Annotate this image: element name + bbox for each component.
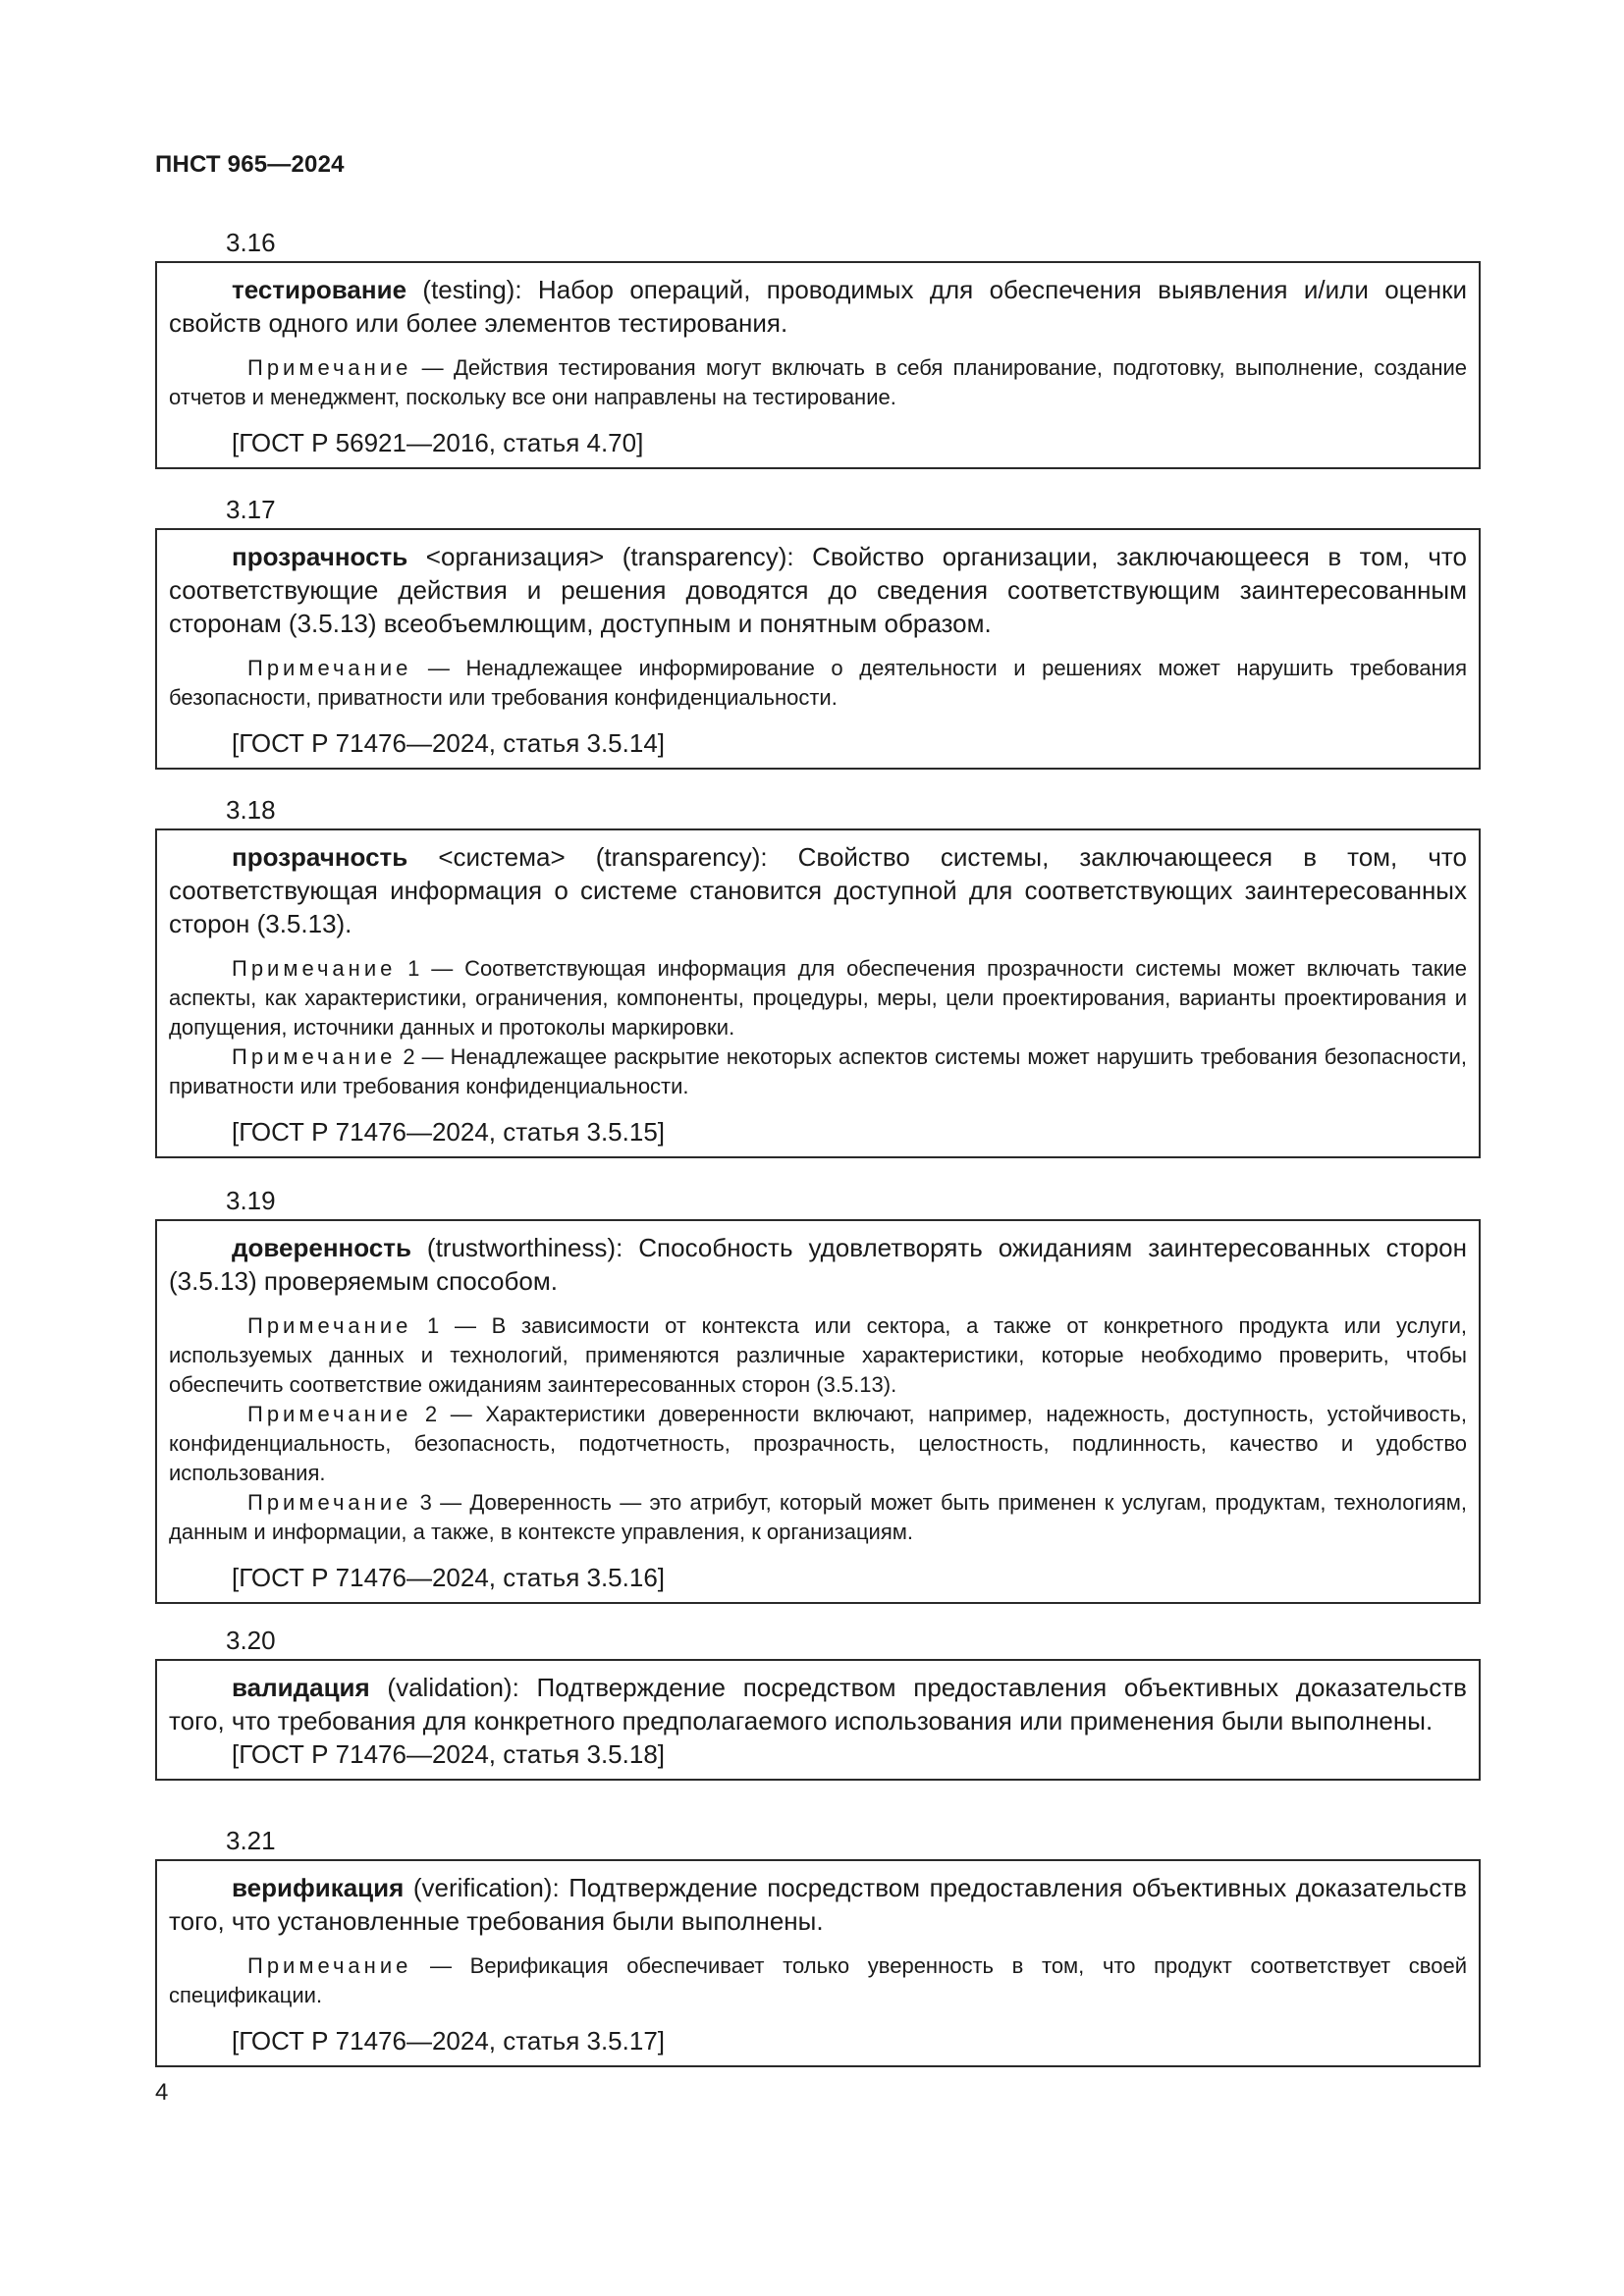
term-entry-3-18 [155,793,1481,1158]
page-number: 4 [155,2079,169,2106]
note-label: Примечание [232,956,397,981]
term-title: валидация [232,1673,370,1702]
term-note [169,654,1467,713]
term-entry-3-17 [155,493,1481,770]
note-text: 1 — Соответствующая информация для обеспечения прозрачности системы может включать такие аспекты, как характеристики, ограничения, компоненты, процедуры, меры, цели проектирования, варианты проектирования и допущения, источники данных и протоколы маркировки. [169,956,1467,1040]
term-source: [ГОСТ Р 71476—2024, статья 3.5.16] [232,1563,666,1592]
term-source: [ГОСТ Р 71476—2024, статья 3.5.15] [232,1117,666,1147]
note-label: Примечание [247,1490,412,1515]
note-label: Примечание [247,656,412,680]
note-text: — Верификация обеспечивает только уверенность в том, что продукт соответствует своей спецификации. [169,1953,1467,2007]
note-label: Примечание [247,1402,412,1426]
term-title: прозрачность [232,842,408,872]
term-note [169,1488,1467,1547]
note-text: 2 — Ненадлежащее раскрытие некоторых аспектов системы может нарушить требования безопасности, приватности или требования конфиденциальности. [169,1044,1467,1098]
notes-group [169,1311,1467,1547]
note-text: — Действия тестирования могут включать в себя планирование, подготовку, выполнение, создание отчетов и менеджмент, поскольку все они направлены на тестирование. [169,355,1467,409]
definition-text: (validation): Подтверждение посредством предоставления объективных доказательств того, что требования для конкретного предполагаемого использования или применения были выполнены. [169,1673,1467,1735]
term-note [169,1042,1467,1101]
notes-group [169,954,1467,1101]
definition-text: (verification): Подтверждение посредством предоставления объективных доказательств того, что установленные требования были выполнены. [169,1873,1467,1936]
term-definition [169,1871,1467,1938]
term-definition [169,273,1467,340]
note-label: Примечание [247,1953,412,1978]
term-note [169,1951,1467,2010]
term-title: верификация [232,1873,405,1902]
term-entry-3-16 [155,226,1481,469]
note-label: Примечание [247,355,412,380]
term-title: тестирование [232,275,407,304]
term-number: 3.17 [226,495,276,524]
term-box [155,1219,1481,1604]
term-entry-3-20 [155,1624,1481,1781]
term-number: 3.21 [226,1826,276,1855]
term-number: 3.20 [226,1626,276,1655]
term-definition [169,540,1467,640]
term-note [169,353,1467,412]
term-source: [ГОСТ Р 71476—2024, статья 3.5.18] [232,1739,666,1769]
term-box [155,1859,1481,2067]
definition-text: (trustworthiness): Способность удовлетворять ожиданиям заинтересованных сторон (3.5.13) проверяемым способом. [169,1233,1467,1296]
term-entry-3-21 [155,1824,1481,2067]
term-number: 3.18 [226,795,276,825]
note-text: 1 — В зависимости от контекста или сектора, а также от конкретного продукта или услуги, используемых данных и технологий, применяются различные характеристики, которые необходимо проверить, чтобы обеспечить соответствие ожиданиям заинтересованных сторон (3.5.13). [169,1313,1467,1397]
definition-text: <организация> (transparency): Свойство организации, заключающееся в том, что соответствующие действия и решения доводятся до сведения соответствующим заинтересованным сторонам (3.5.13) всеобъемлющим, доступным и понятным образом. [169,542,1467,638]
term-definition [169,840,1467,940]
term-box [155,261,1481,469]
term-source: [ГОСТ Р 56921—2016, статья 4.70] [232,428,644,457]
term-entry-3-19 [155,1184,1481,1604]
term-number: 3.16 [226,228,276,257]
term-note [169,1311,1467,1400]
term-box [155,1659,1481,1781]
definition-text: (testing): Набор операций, проводимых для обеспечения выявления и/или оценки свойств одного или более элементов тестирования. [169,275,1467,338]
term-number: 3.19 [226,1186,276,1215]
term-definition [169,1231,1467,1298]
notes-group [169,1951,1467,2010]
term-note [169,954,1467,1042]
note-label: Примечание [247,1313,412,1338]
term-box [155,528,1481,770]
note-text: — Ненадлежащее информирование о деятельности и решениях может нарушить требования безопасности, приватности или требования конфиденциальности. [169,656,1467,710]
term-note [169,1400,1467,1488]
page-header: ПНСТ 965—2024 [155,151,345,178]
term-title: доверенность [232,1233,411,1262]
term-title: прозрачность [232,542,408,571]
term-source: [ГОСТ Р 71476—2024, статья 3.5.14] [232,728,666,758]
term-box [155,828,1481,1158]
term-definition [169,1671,1467,1737]
note-text: 3 — Доверенность — это атрибут, который может быть применен к услугам, продуктам, технологиям, данным и информации, а также, в контексте управления, к организациям. [169,1490,1467,1544]
definition-text: <система> (transparency): Свойство системы, заключающееся в том, что соответствующая информация о системе становится доступной для соответствующих заинтересованных сторон (3.5.13). [169,842,1467,938]
note-text: 2 — Характеристики доверенности включают, например, надежность, доступность, устойчивость, конфиденциальность, безопасность, подотчетность, прозрачность, целостность, подлинность, качество и удобство использования. [169,1402,1467,1485]
notes-group [169,353,1467,412]
notes-group [169,654,1467,713]
term-source: [ГОСТ Р 71476—2024, статья 3.5.17] [232,2026,666,2056]
note-label: Примечание [232,1044,397,1069]
